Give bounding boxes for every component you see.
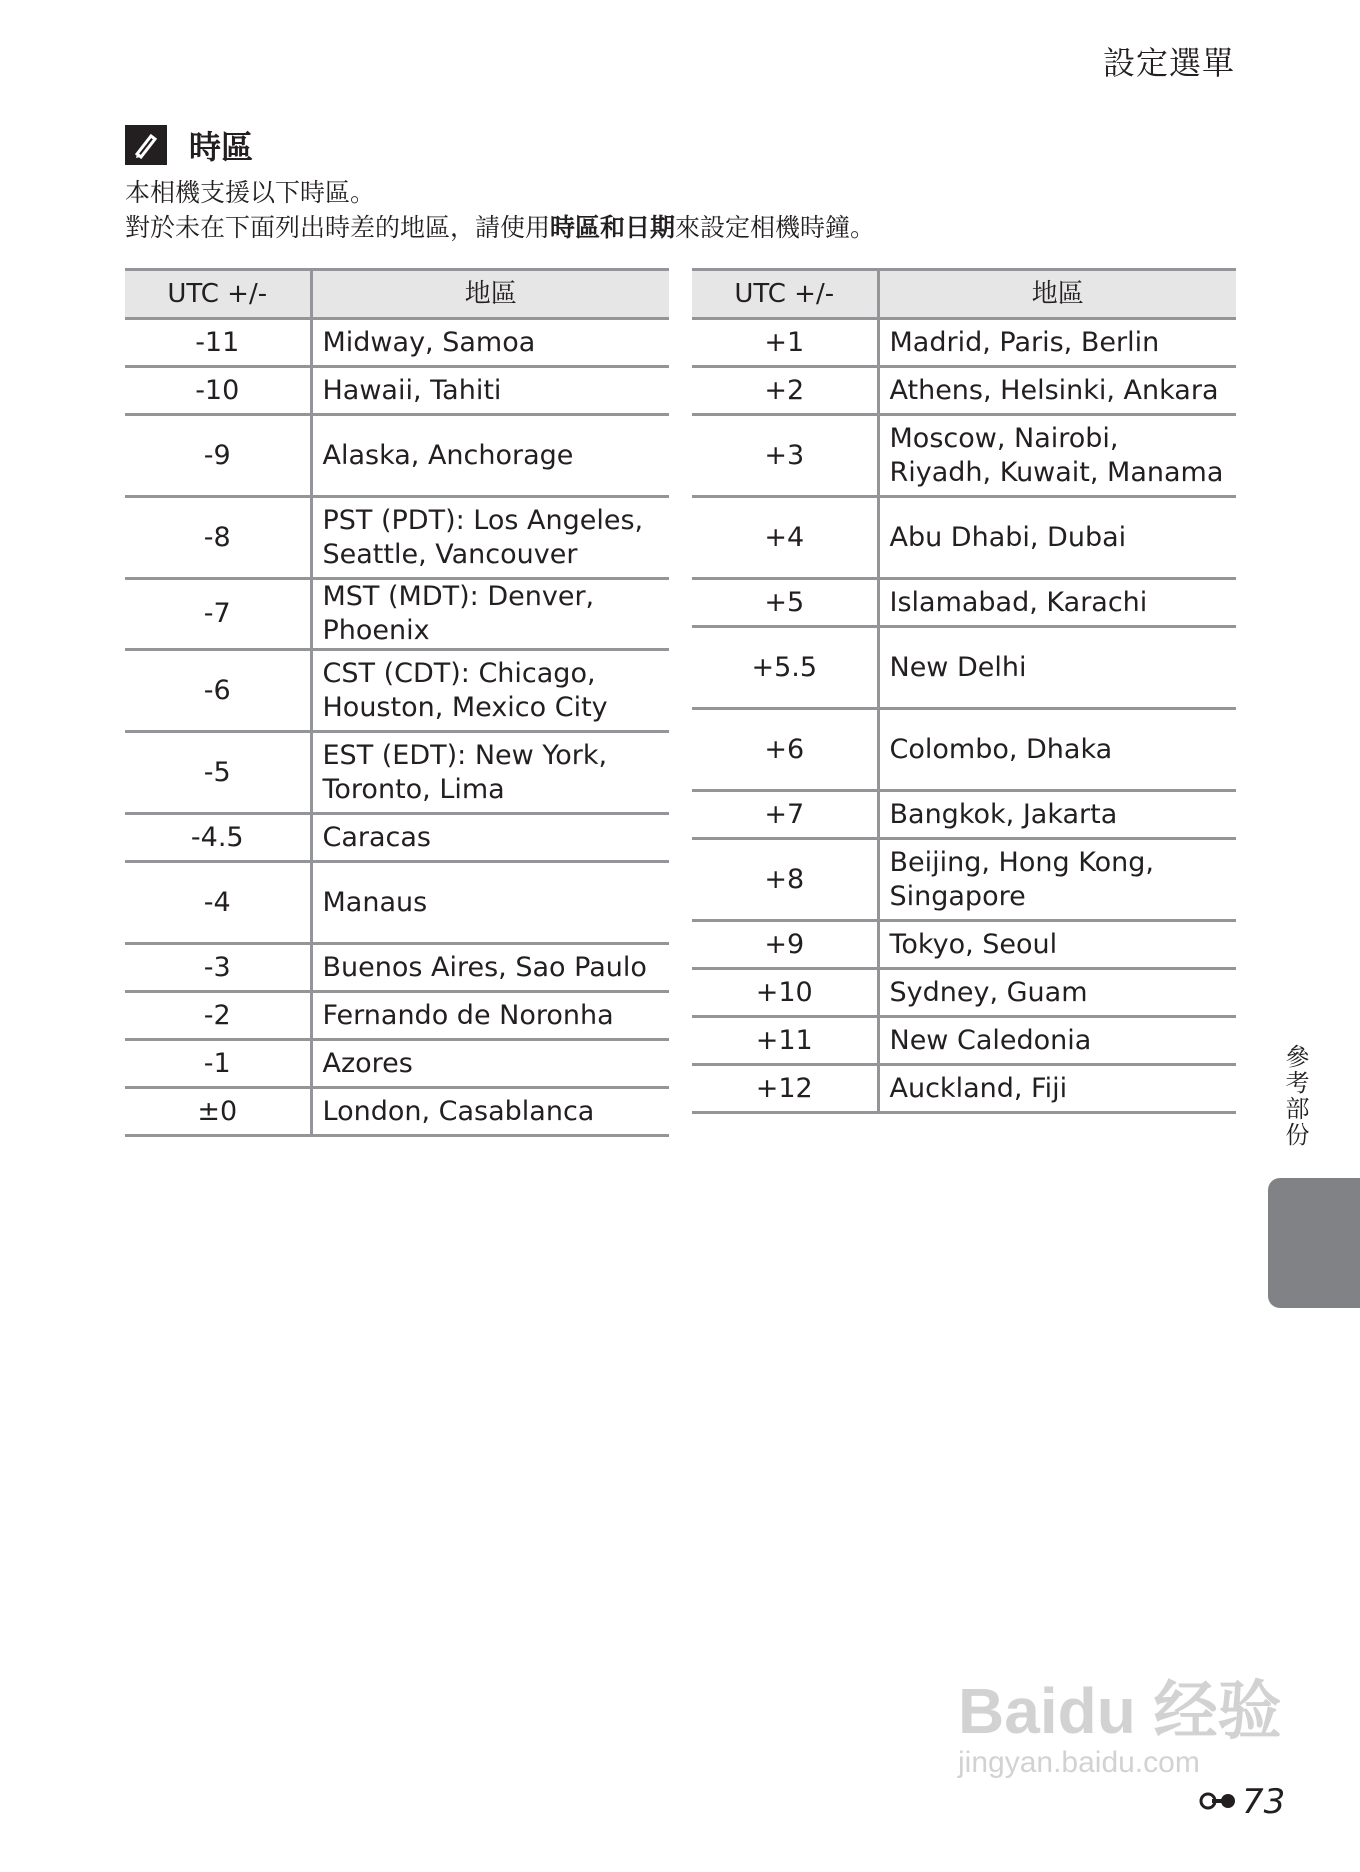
region-cell: Hawaii, Tahiti	[311, 367, 669, 415]
utc-offset-cell: -4.5	[125, 814, 311, 862]
table-row	[125, 650, 669, 732]
table-header-row	[125, 270, 669, 319]
region-cell: Sydney, Guam	[878, 969, 1236, 1017]
utc-offset-cell: -1	[125, 1040, 311, 1088]
utc-offset-cell: +6	[692, 709, 878, 791]
table-row	[692, 1017, 1236, 1065]
time-zone-table-positive	[692, 268, 1236, 1114]
section-title: 時區	[189, 128, 254, 166]
chapter-side-label: 參考部份	[1281, 1044, 1309, 1148]
table-row	[125, 319, 669, 367]
table-row	[692, 415, 1236, 497]
utc-offset-cell: -11	[125, 319, 311, 367]
region-cell: Midway, Samoa	[311, 319, 669, 367]
utc-offset-cell: +5.5	[692, 627, 878, 709]
region-cell: Moscow, Nairobi, Riyadh, Kuwait, Manama	[878, 415, 1236, 497]
table-row	[125, 1088, 669, 1136]
region-cell: New Delhi	[878, 627, 1236, 709]
region-cell: London, Casablanca	[311, 1088, 669, 1136]
page-section-title: 設定選單	[1102, 44, 1235, 82]
utc-offset-cell: -10	[125, 367, 311, 415]
table-header-row	[692, 270, 1236, 319]
table-row	[125, 944, 669, 992]
utc-offset-cell: +11	[692, 1017, 878, 1065]
region-cell: PST (PDT): Los Angeles, Seattle, Vancouver	[311, 497, 669, 579]
region-cell: Beijing, Hong Kong, Singapore	[878, 839, 1236, 921]
utc-offset-cell: +4	[692, 497, 878, 579]
section-heading	[125, 122, 253, 168]
table-row	[692, 791, 1236, 839]
utc-offset-cell: -8	[125, 497, 311, 579]
header-utc-offset: UTC +/-	[125, 270, 311, 319]
utc-offset-cell: +5	[692, 579, 878, 627]
table-row	[125, 367, 669, 415]
region-cell: Tokyo, Seoul	[878, 921, 1236, 969]
watermark-url: jingyan.baidu.com	[958, 1746, 1200, 1779]
utc-offset-cell: +8	[692, 839, 878, 921]
utc-offset-cell: +3	[692, 415, 878, 497]
utc-offset-cell: ±0	[125, 1088, 311, 1136]
watermark	[958, 1660, 1282, 1780]
region-cell: Bangkok, Jakarta	[878, 791, 1236, 839]
table-row	[125, 497, 669, 579]
utc-offset-cell: -3	[125, 944, 311, 992]
region-cell: Auckland, Fiji	[878, 1065, 1236, 1113]
region-cell: Madrid, Paris, Berlin	[878, 319, 1236, 367]
header-region: 地區	[878, 270, 1236, 319]
table-row	[125, 814, 669, 862]
region-cell: Abu Dhabi, Dubai	[878, 497, 1236, 579]
region-cell: Buenos Aires, Sao Paulo	[311, 944, 669, 992]
utc-offset-cell: +1	[692, 319, 878, 367]
region-cell: New Caledonia	[878, 1017, 1236, 1065]
region-cell: CST (CDT): Chicago, Houston, Mexico City	[311, 650, 669, 732]
utc-offset-cell: -2	[125, 992, 311, 1040]
chapter-tab[interactable]	[1268, 1178, 1360, 1308]
utc-offset-cell: +7	[692, 791, 878, 839]
utc-offset-cell: -6	[125, 650, 311, 732]
utc-offset-cell: +9	[692, 921, 878, 969]
region-cell: Colombo, Dhaka	[878, 709, 1236, 791]
pencil-note-icon	[125, 125, 167, 165]
region-cell: Athens, Helsinki, Ankara	[878, 367, 1236, 415]
table-row	[125, 862, 669, 944]
utc-offset-cell: -7	[125, 579, 311, 650]
utc-offset-cell: -9	[125, 415, 311, 497]
table-row	[125, 732, 669, 814]
intro-line-2: 對於未在下面列出時差的地區，請使用時區和日期來設定相機時鐘。	[125, 213, 876, 242]
header-region: 地區	[311, 270, 669, 319]
table-row	[692, 497, 1236, 579]
table-row	[692, 319, 1236, 367]
table-row	[125, 1040, 669, 1088]
page-number	[1198, 1782, 1285, 1822]
watermark-brand: Baidu 经验	[958, 1675, 1282, 1747]
intro-text	[125, 175, 875, 245]
region-cell: EST (EDT): New York, Toronto, Lima	[311, 732, 669, 814]
header-utc-offset: UTC +/-	[692, 270, 878, 319]
reference-link-icon	[1198, 1789, 1238, 1813]
utc-offset-cell: +2	[692, 367, 878, 415]
time-zone-table-negative	[125, 268, 669, 1137]
region-cell: Alaska, Anchorage	[311, 415, 669, 497]
table-row	[692, 921, 1236, 969]
table-row	[692, 579, 1236, 627]
table-row	[692, 839, 1236, 921]
region-cell: Manaus	[311, 862, 669, 944]
table-row	[692, 367, 1236, 415]
page-number-text: 73	[1242, 1782, 1286, 1822]
time-zone-date-term: 時區和日期	[550, 213, 676, 242]
region-cell: Fernando de Noronha	[311, 992, 669, 1040]
utc-offset-cell: +10	[692, 969, 878, 1017]
utc-offset-cell: +12	[692, 1065, 878, 1113]
table-row	[125, 579, 669, 650]
intro-line-1: 本相機支援以下時區。	[125, 178, 376, 207]
utc-offset-cell: -4	[125, 862, 311, 944]
region-cell: MST (MDT): Denver, Phoenix	[311, 579, 669, 650]
region-cell: Islamabad, Karachi	[878, 579, 1236, 627]
table-row	[125, 415, 669, 497]
table-row	[125, 992, 669, 1040]
region-cell: Azores	[311, 1040, 669, 1088]
table-row	[692, 627, 1236, 709]
table-row	[692, 709, 1236, 791]
table-row	[692, 969, 1236, 1017]
table-row	[692, 1065, 1236, 1113]
region-cell: Caracas	[311, 814, 669, 862]
utc-offset-cell: -5	[125, 732, 311, 814]
